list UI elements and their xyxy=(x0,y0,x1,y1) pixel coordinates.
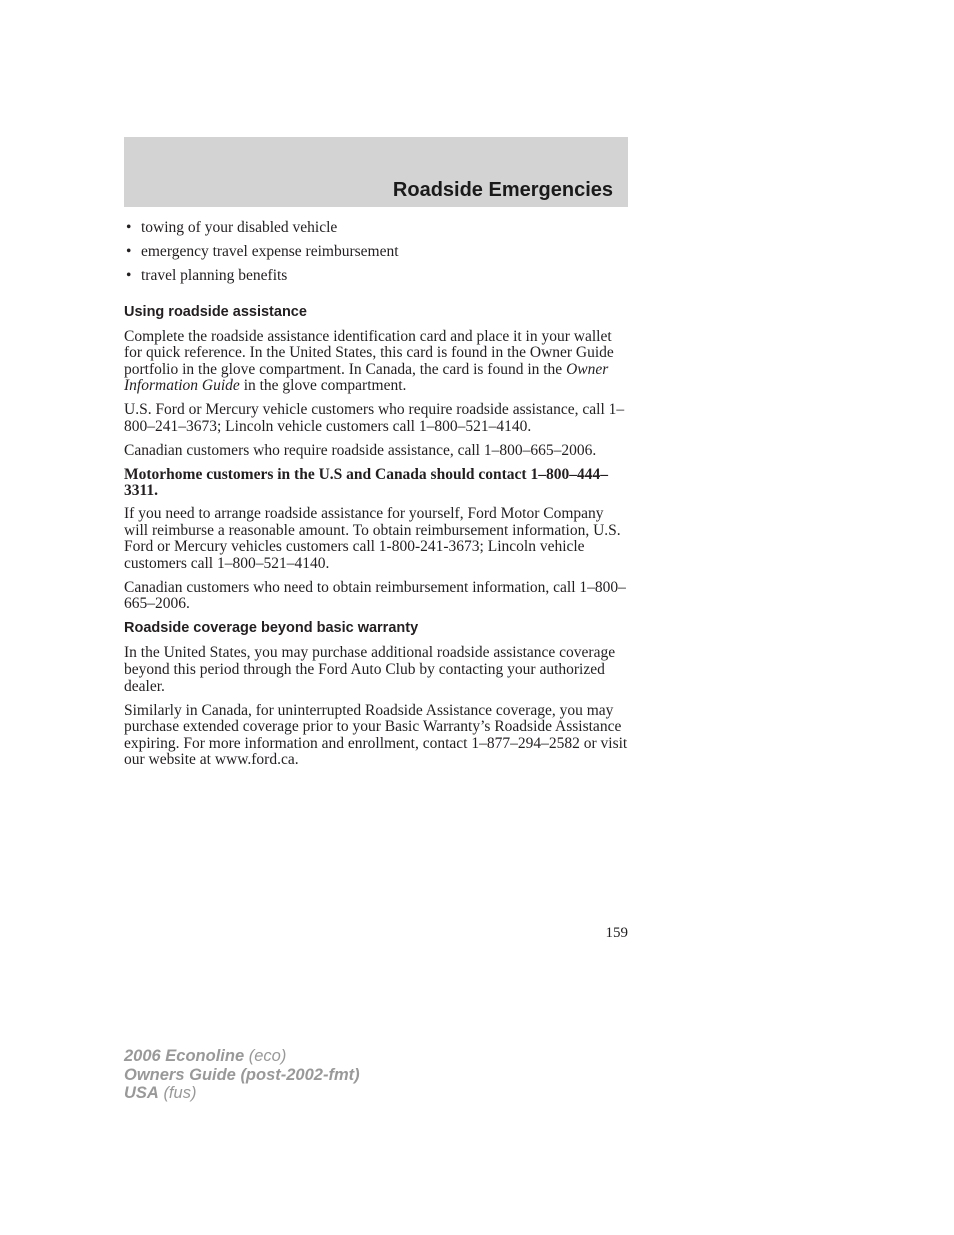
section-title: Roadside Emergencies xyxy=(392,179,613,201)
subheading-coverage-beyond-warranty: Roadside coverage beyond basic warranty xyxy=(124,620,419,637)
paragraph-canada-extended-coverage: Similarly in Canada, for uninterrupted Roadside Assistance coverage, you may purchase extended coverage prior to your Basic Warranty’s Roadside Assistance expiring. For more information and enrollment, contact 1–877–294–2582 or visit our website at www.ford.ca. xyxy=(124,701,628,769)
list-item-text: towing of your disabled vehicle xyxy=(141,219,338,236)
document-footer xyxy=(124,1047,360,1103)
footer-line-region: USA (fus) xyxy=(124,1084,197,1102)
page-content xyxy=(124,220,630,776)
section-header-band xyxy=(124,137,628,207)
paragraph-identification-card: Complete the roadside assistance identification card and place it in your wallet for quick reference. In the United States, this card is found in the Owner Guide portfolio in the glove compartment. In Canada, the card is found in the Owner Information Guide in the glove compartment. xyxy=(124,327,614,395)
paragraph-reimbursement: If you need to arrange roadside assistance for yourself, Ford Motor Company will reimburse a reasonable amount. To obtain reimbursement information, U.S. Ford or Mercury vehicles customers call 1-800-241-3673; Lincoln vehicle customers call 1–800–521–4140. xyxy=(124,505,621,572)
page-number: 159 xyxy=(605,925,628,941)
list-item xyxy=(124,220,630,237)
paragraph-us-phone-numbers: U.S. Ford or Mercury vehicle customers who require roadside assistance, call 1–800–241–3673; Lincoln vehicle customers call 1–800–521–4140. xyxy=(124,401,625,435)
subheading-using-roadside-assistance: Using roadside assistance xyxy=(124,303,307,320)
list-item-text: emergency travel expense reimbursement xyxy=(141,242,399,260)
paragraph-motorhome-contact: Motorhome customers in the U.S and Canada should contact 1–800–444–3311. xyxy=(124,465,608,500)
bullet-list xyxy=(124,220,630,285)
footer-line-model: 2006 Econoline (eco) xyxy=(124,1047,287,1065)
paragraph-us-additional-coverage: In the United States, you may purchase additional roadside assistance coverage beyond this period through the Ford Auto Club by contacting your authorized dealer. xyxy=(124,644,616,695)
paragraph-canada-phone-number: Canadian customers who require roadside assistance, call 1–800–665–2006. xyxy=(124,441,597,459)
bullet-icon: • xyxy=(126,219,132,236)
paragraph-canada-reimbursement: Canadian customers who need to obtain reimbursement information, call 1–800–665–2006. xyxy=(124,578,626,613)
list-item-text: travel planning benefits xyxy=(141,266,288,284)
footer-line-guide: Owners Guide (post-2002-fmt) xyxy=(124,1065,360,1084)
list-item xyxy=(124,268,630,285)
owner-information-guide-title: Owner Information Guide xyxy=(124,360,609,395)
bullet-icon: • xyxy=(126,266,132,284)
list-item xyxy=(124,244,630,261)
bullet-icon: • xyxy=(126,242,132,260)
